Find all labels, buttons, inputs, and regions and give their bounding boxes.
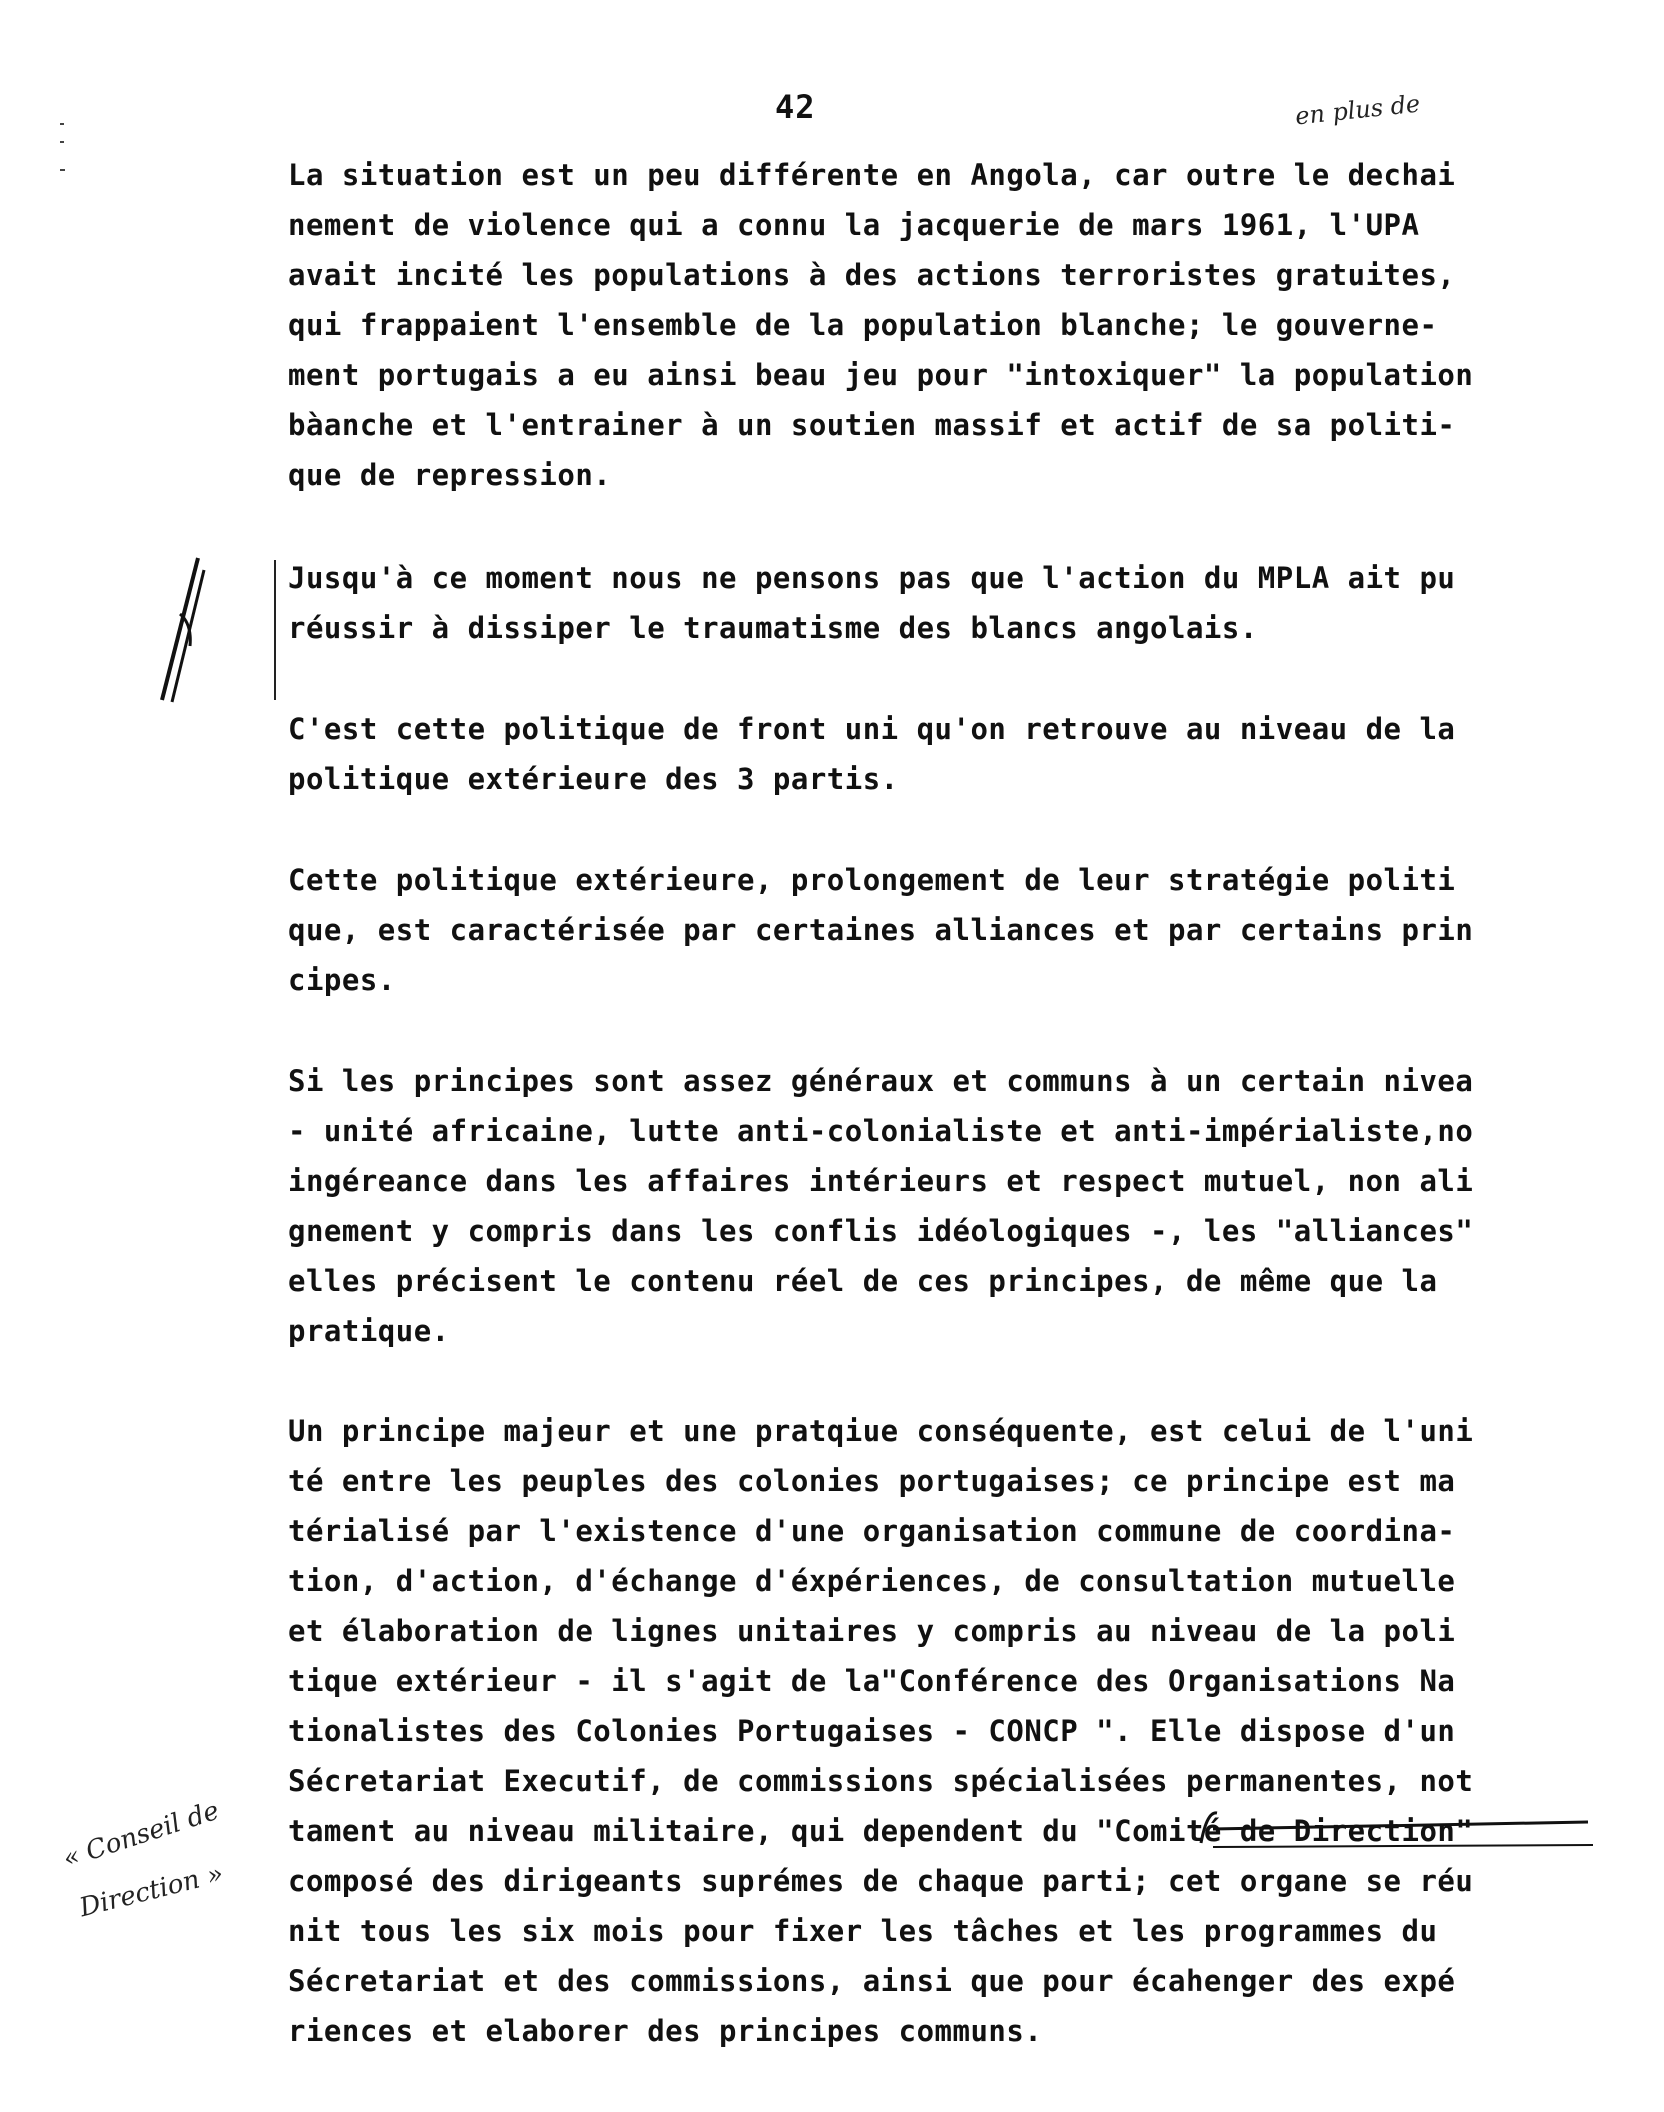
- text-line: C'est cette politique de front uni qu'on retrouve au niveau de la: [288, 712, 1456, 746]
- text-line: composé des dirigeants suprémes de chaque parti; cet organe se réu: [288, 1864, 1474, 1898]
- paragraph-6: [288, 1406, 1628, 2056]
- paragraph-1: [288, 150, 1628, 500]
- text-line: cipes.: [288, 963, 396, 997]
- text-line: riences et elaborer des principes communs.: [288, 2014, 1043, 2048]
- text-line: té entre les peuples des colonies portugaises; ce principe est ma: [288, 1464, 1456, 1498]
- page-number: 42: [775, 88, 816, 126]
- side-tick-marks: [52, 120, 72, 190]
- text-line: tique extérieur - il s'agit de la"Conférence des Organisations Na: [288, 1664, 1456, 1698]
- margin-pen-mark: [140, 550, 280, 710]
- text-line: Cette politique extérieure, prolongement de leur stratégie politi: [288, 863, 1456, 897]
- text-line: tionalistes des Colonies Portugaises - CONCP ". Elle dispose d'un: [288, 1714, 1456, 1748]
- text-line: ingéreance dans les affaires intérieurs et respect mutuel, non ali: [288, 1164, 1474, 1198]
- handwritten-note-left-1: « Conseil de: [59, 1795, 223, 1875]
- text-line: Jusqu'à ce moment nous ne pensons pas que l'action du MPLA ait pu: [288, 561, 1456, 595]
- text-line: Sécretariat Executif, de commissions spécialisées permanentes, not: [288, 1764, 1474, 1798]
- text-line: Si les principes sont assez généraux et communs à un certain nivea: [288, 1064, 1474, 1098]
- text-line: gnement y compris dans les conflis idéologiques -, les "alliances": [288, 1214, 1474, 1248]
- text-line: pratique.: [288, 1314, 450, 1348]
- text-line: nit tous les six mois pour fixer les tâches et les programmes du: [288, 1914, 1438, 1948]
- text-line: térialisé par l'existence d'une organisation commune de coordina-: [288, 1514, 1456, 1548]
- text-line: que, est caractérisée par certaines alliances et par certains prin: [288, 913, 1474, 947]
- text-line: politique extérieure des 3 partis.: [288, 762, 899, 796]
- text-line: tament au niveau militaire, qui dependent du "Comité de Direction": [288, 1814, 1474, 1848]
- paragraph-4: [288, 855, 1628, 1005]
- text-line: que de repression.: [288, 458, 612, 492]
- text-line: réussir à dissiper le traumatisme des blancs angolais.: [288, 611, 1258, 645]
- paragraph-5: [288, 1056, 1628, 1356]
- text-line: La situation est un peu différente en Angola, car outre le dechai: [288, 158, 1456, 192]
- text-line: avait incité les populations à des actions terroristes gratuites,: [288, 258, 1456, 292]
- text-line: - unité africaine, lutte anti-colonialiste et anti-impérialiste,no: [288, 1114, 1474, 1148]
- text-line: Sécretariat et des commissions, ainsi que pour écahenger des expé: [288, 1964, 1456, 1998]
- handwritten-note-top: en plus de: [1293, 89, 1422, 131]
- text-line: ment portugais a eu ainsi beau jeu pour "intoxiquer" la population: [288, 358, 1474, 392]
- text-line: elles précisent le contenu réel de ces principes, de même que la: [288, 1264, 1438, 1298]
- text-line: Un principe majeur et une pratqiue conséquente, est celui de l'uni: [288, 1414, 1474, 1448]
- text-line: et élaboration de lignes unitaires y compris au niveau de la poli: [288, 1614, 1456, 1648]
- text-line: tion, d'action, d'échange d'éxpériences, de consultation mutuelle: [288, 1564, 1456, 1598]
- paragraph-3: [288, 704, 1628, 804]
- text-line: nement de violence qui a connu la jacquerie de mars 1961, l'UPA: [288, 208, 1420, 242]
- handwritten-note-left-2: Direction »: [76, 1858, 227, 1924]
- paragraph-2: [288, 553, 1628, 653]
- text-line: bàanche et l'entrainer à un soutien massif et actif de sa politi-: [288, 408, 1456, 442]
- text-line: qui frappaient l'ensemble de la population blanche; le gouverne-: [288, 308, 1438, 342]
